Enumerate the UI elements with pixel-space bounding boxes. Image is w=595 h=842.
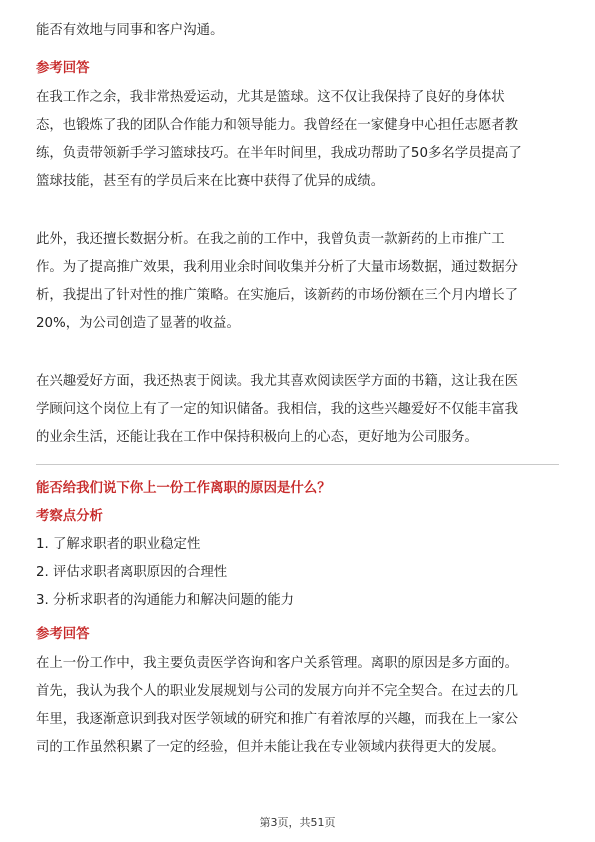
answer2-line3: 年里，我逐渐意识到我对医学领域的研究和推广有着浓厚的兴趣，而我在上一家公 <box>36 712 519 727</box>
answer1-p2-line3: 析，我提出了针对性的推广策略。在实施后，该新药的市场份额在三个月内增长了 <box>36 288 519 303</box>
answer1-p2-line1: 此外，我还擅长数据分析。在我之前的工作中，我曾负责一款新药的上市推广工 <box>36 232 505 247</box>
analysis-point-3: 3. 分析求职者的沟通能力和解决问题的能力 <box>36 593 295 608</box>
analysis-label: 考察点分析 <box>36 509 103 524</box>
answer2-line1: 在上一份工作中，我主要负责医学咨询和客户关系管理。离职的原因是多方面的。 <box>36 656 519 671</box>
answer1-p2-line2: 作。为了提高推广效果，我利用业余时间收集并分析了大量市场数据，通过数据分 <box>36 260 519 275</box>
answer1-p1-line3: 练，负责带领新手学习篮球技巧。在半年时间里，我成功帮助了50多名学员提高了 <box>36 146 522 161</box>
answer1-p1-line4: 篮球技能，甚至有的学员后来在比赛中获得了优异的成绩。 <box>36 174 385 189</box>
section-divider <box>36 464 559 465</box>
page-number-footer: 第3页，共51页 <box>259 816 336 829</box>
analysis-point-1: 1. 了解求职者的职业稳定性 <box>36 537 201 552</box>
answer1-p3-line3: 的业余生活，还能让我在工作中保持积极向上的心态，更好地为公司服务。 <box>36 430 478 445</box>
answer1-p3-line2: 学顾问这个岗位上有了一定的知识储备。我相信，我的这些兴趣爱好不仅能丰富我 <box>36 402 519 417</box>
answer2-label: 参考回答 <box>36 627 90 642</box>
answer2-line4: 司的工作虽然积累了一定的经验，但并未能让我在专业领域内获得更大的发展。 <box>36 740 505 755</box>
intro-tail-text: 能否有效地与同事和客户沟通。 <box>36 23 224 38</box>
answer1-p1-line1: 在我工作之余，我非常热爱运动，尤其是篮球。这不仅让我保持了良好的身体状 <box>36 90 505 105</box>
answer1-label: 参考回答 <box>36 61 90 76</box>
answer1-p2-line4: 20%，为公司创造了显著的收益。 <box>36 316 240 331</box>
question2-title: 能否给我们说下你上一份工作离职的原因是什么？ <box>36 481 331 496</box>
analysis-point-2: 2. 评估求职者离职原因的合理性 <box>36 565 228 580</box>
answer1-p1-line2: 态，也锻炼了我的团队合作能力和领导能力。我曾经在一家健身中心担任志愿者教 <box>36 118 519 133</box>
answer1-p3-line1: 在兴趣爱好方面，我还热衷于阅读。我尤其喜欢阅读医学方面的书籍，这让我在医 <box>36 374 519 389</box>
answer2-line2: 首先，我认为我个人的职业发展规划与公司的发展方向并不完全契合。在过去的几 <box>36 684 519 699</box>
